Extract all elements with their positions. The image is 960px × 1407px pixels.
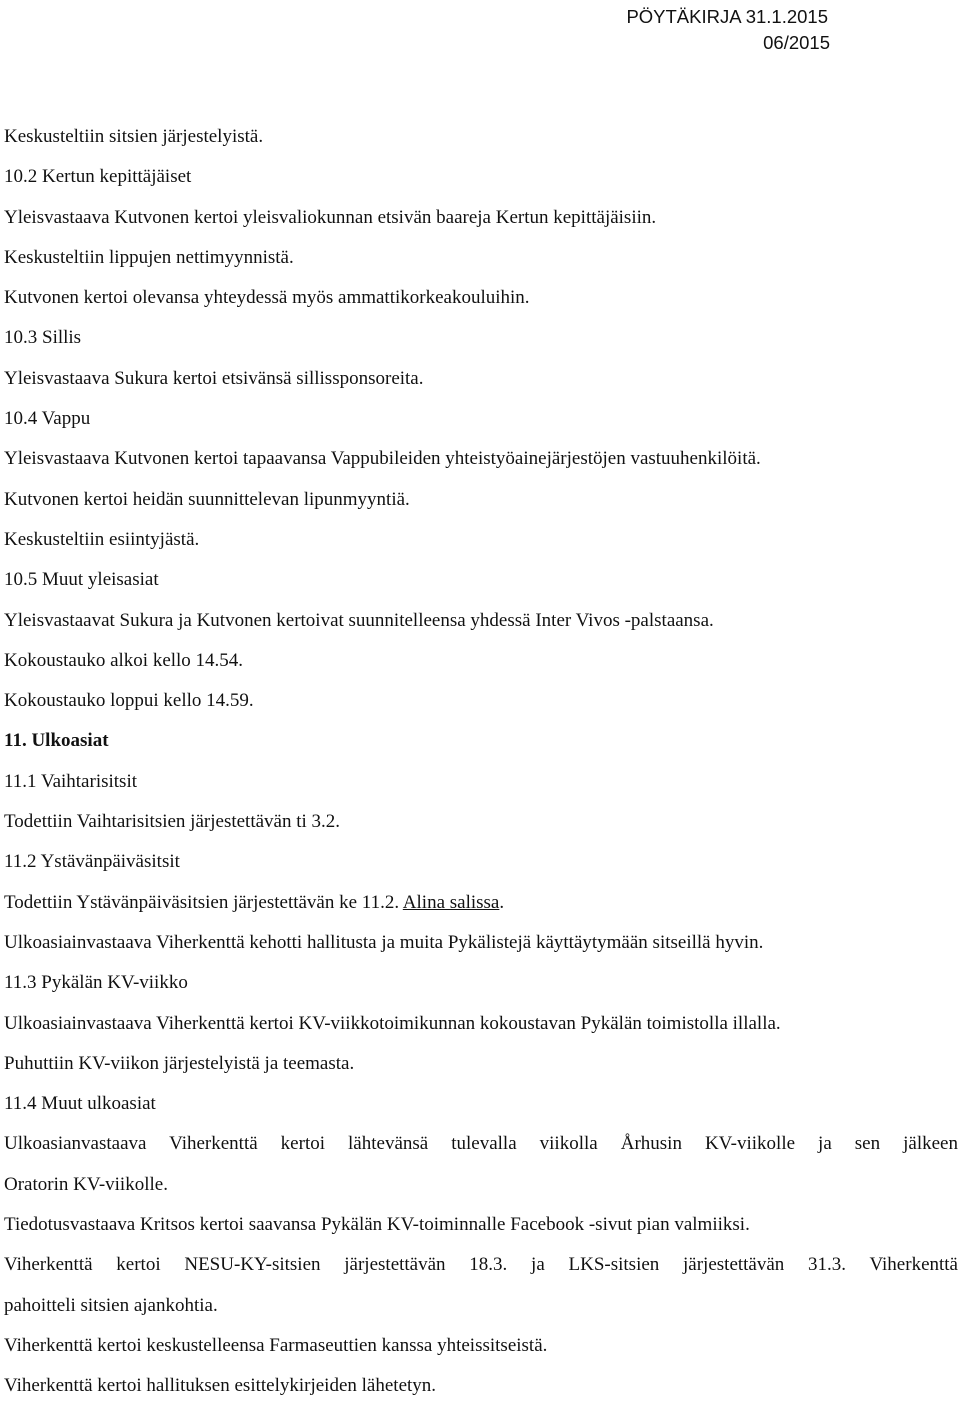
line-text: Todettiin Ystävänpäiväsitsien järjestettävän ke 11.2. — [4, 891, 403, 913]
paragraph-line: Yleisvastaava Sukura kertoi etsivänsä sillissponsoreita. — [4, 367, 424, 389]
main-section-heading: 11. Ulkoasiat — [4, 730, 109, 752]
paragraph-line: Kokoustauko loppui kello 14.59. — [4, 690, 254, 712]
document-title: PÖYTÄKIRJA 31.1.2015 — [626, 6, 828, 27]
section-heading: 11.4 Muut ulkoasiat — [4, 1093, 156, 1115]
paragraph-line: Yleisvastaava Kutvonen kertoi yleisvaliokunnan etsivän baareja Kertun kepittäjäisiin. — [4, 206, 657, 228]
section-heading: 10.3 Sillis — [4, 327, 82, 349]
paragraph-line: Oratorin KV-viikolle. — [4, 1173, 168, 1195]
paragraph-line: Keskusteltiin lippujen nettimyynnistä. — [4, 246, 294, 268]
section-heading: 11.1 Vaihtarisitsit — [4, 770, 137, 792]
document-number: 06/2015 — [763, 32, 830, 53]
paragraph-line: Yleisvastaavat Sukura ja Kutvonen kertoivat suunnitelleensa yhdessä Inter Vivos -palstaansa. — [4, 609, 714, 631]
paragraph-line: pahoitteli sitsien ajankohtia. — [4, 1294, 218, 1316]
paragraph-line: Keskusteltiin sitsien järjestelyistä. — [4, 126, 264, 147]
paragraph-line: Ulkoasiainvastaava Viherkenttä kertoi KV-viikkotoimikunnan kokoustavan Pykälän toimistolla illalla. — [4, 1012, 781, 1034]
section-heading: 10.5 Muut yleisasiat — [4, 569, 159, 591]
paragraph-line: Viherkenttä kertoi NESU-KY-sitsien järjestettävän 18.3. ja LKS-sitsien järjestettävän 31.3. Viherkenttä — [4, 1254, 958, 1276]
paragraph-line: Puhuttiin KV-viikon järjestelyistä ja teemasta. — [4, 1052, 355, 1074]
page-header — [626, 4, 828, 56]
paragraph-line: Yleisvastaava Kutvonen kertoi tapaavansa Vappubileiden yhteistyöainejärjestöjen vastuuhenkilöitä. — [4, 448, 761, 470]
paragraph-line: Keskusteltiin esiintyjästä. — [4, 528, 200, 550]
paragraph-line: Ulkoasianvastaava Viherkenttä kertoi lähtevänsä tulevalla viikolla Århusin KV-viikolle ja sen jälkeen — [4, 1133, 958, 1155]
section-heading: 10.2 Kertun kepittäjäiset — [4, 166, 192, 188]
paragraph-line: Viherkenttä kertoi hallituksen esittelykirjeiden lähetetyn. — [4, 1375, 437, 1397]
paragraph-line: Kutvonen kertoi heidän suunnittelevan lipunmyyntiä. — [4, 488, 410, 510]
section-heading: 10.4 Vappu — [4, 408, 91, 430]
line-text-end: . — [499, 891, 505, 913]
section-heading: 11.3 Pykälän KV-viikko — [4, 972, 188, 994]
paragraph-line — [4, 883, 958, 923]
section-heading: 11.2 Ystävänpäiväsitsit — [4, 851, 180, 873]
underlined-text: Alina salissa — [402, 891, 500, 913]
paragraph-line: Tiedotusvastaava Kritsos kertoi saavansa Pykälän KV-toiminnalle Facebook -sivut pian valmiiksi. — [4, 1214, 750, 1236]
paragraph-line: Kokoustauko alkoi kello 14.54. — [4, 649, 244, 671]
paragraph-line: Viherkenttä kertoi keskustelleensa Farmaseuttien kanssa yhteissitseistä. — [4, 1334, 548, 1356]
paragraph-line: Ulkoasiainvastaava Viherkenttä kehotti hallitusta ja muita Pykälistejä käyttäytymään sitseillä hyvin. — [4, 931, 764, 953]
document-body — [4, 117, 958, 1407]
paragraph-line: Todettiin Vaihtarisitsien järjestettävän ti 3.2. — [4, 811, 341, 833]
paragraph-line: Kutvonen kertoi olevansa yhteydessä myös ammattikorkeakouluihin. — [4, 287, 530, 309]
